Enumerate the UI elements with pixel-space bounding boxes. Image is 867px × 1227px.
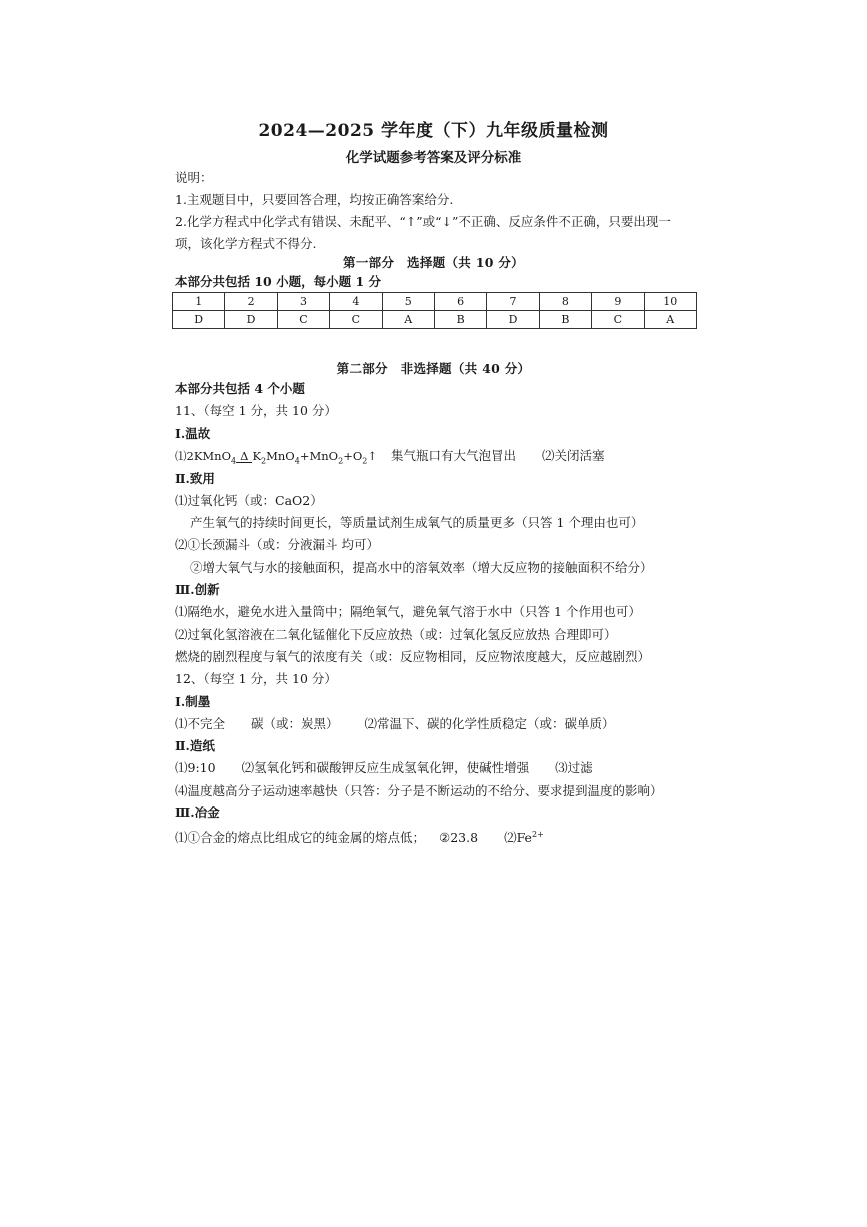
equation-product: +O [343,449,363,463]
notes-label: 说明： [175,170,213,185]
answer-text: ⑵Fe [504,830,532,846]
q11-sec3-line1: ⑴隔绝水，避免水进入量筒中；隔绝氧气，避免氧气溶于水中（只答 1 个作用也可） [175,604,641,619]
part2-intro: 本部分共包括 4 个小题 [175,381,305,396]
q11-sec2-line4: ②增大氧气与水的接触面积，提高水中的溶氧效率（增大反应物的接触面积不给分） [190,560,653,575]
q11-sec3-line2: ⑵过氧化氢溶液在二氧化锰催化下反应放热（或：过氧化氢反应放热 合理即可） [175,627,617,642]
answer-cell: C [592,311,644,329]
page-title: 2024—2025 学年度（下）九年级质量检测 [258,121,609,141]
answer-text: 碳（或：炭黑） [251,716,339,731]
answer-cell: B [539,311,591,329]
q11-sec2-line1: ⑴过氧化钙（或：CaO2） [175,493,323,508]
q11-sec2-line2: 产生氧气的持续时间更长，等质量试剂生成氧气的质量更多（只答 1 个理由也可） [190,515,644,530]
equation-product: +MnO [299,449,339,463]
question-number-cell: 3 [277,293,329,311]
q12-sec2-line2: ⑷温度越高分子运动速率越快（只答：分子是不断运动的不给分、要求提到温度的影响） [175,783,663,798]
question-number-cell: 2 [225,293,277,311]
question-number-cell: 10 [644,293,696,311]
part2-heading: 第二部分 非选择题（共 40 分） [336,361,531,376]
note-1: 1.主观题目中，只要回答合理，均按正确答案给分. [175,192,454,207]
answer-text: ⑴9:10 [175,760,216,775]
question-number-cell: 6 [434,293,486,311]
q11-sec2-line3: ⑵①长颈漏斗（或：分液漏斗 均可） [175,537,379,552]
answer-text: ⑴①合金的熔点比组成它的纯金属的熔点低； [175,830,426,846]
part1-intro: 本部分共包括 10 小题，每小题 1 分 [175,274,382,289]
subscript: 2 [261,456,267,466]
answer-cell: C [277,311,329,329]
question-number-cell: 1 [173,293,225,311]
q11-sec3-line3: 燃烧的剧烈程度与氧气的浓度有关（或：反应物相同，反应物浓度越大，反应越剧烈） [175,649,651,664]
answer-cell: D [173,311,225,329]
answer-row [173,311,697,329]
answer-text: ②23.8 [439,830,479,846]
q12-sec1-title: Ⅰ.制墨 [175,694,211,709]
answer-text: ⑴不完全 [175,716,226,731]
q12-sec1-line1 [175,716,615,732]
q12-sec3-line1 [175,827,544,846]
answer-cell: A [382,311,434,329]
delta-symbol: Δ [240,449,249,463]
superscript: 2+ [531,830,544,839]
q12-sec2-line1 [175,760,593,776]
note-2-line-1: 2.化学方程式中化学式有错误、未配平、“↑”或“↓”不正确、反应条件不正确，只要出现一 [175,214,671,229]
part1-heading: 第一部分 选择题（共 10 分） [343,255,524,270]
equation-product: K [252,449,262,463]
question-number-row [173,293,697,311]
equation-product: MnO [266,449,295,463]
gas-arrow: ↑ [367,449,377,463]
q11-sec1-line1 [175,448,605,469]
q11-header: 11、（每空 1 分，共 10 分） [175,403,337,418]
q11-sec1-title: Ⅰ.温故 [175,426,211,441]
question-number-cell: 7 [487,293,539,311]
q12-sec2-title: Ⅱ.造纸 [175,738,215,753]
answer-cell: D [225,311,277,329]
subscript: 2 [338,456,344,466]
question-number-cell: 4 [330,293,382,311]
page-subtitle: 化学试题参考答案及评分标准 [345,150,522,166]
heating-condition [236,448,252,464]
subscript: 4 [231,456,237,466]
question-number-cell: 8 [539,293,591,311]
answer-text: ⑵常温下、碳的化学性质稳定（或：碳单质） [364,716,615,731]
question-number-cell: 5 [382,293,434,311]
answer-text: 集气瓶口有大气泡冒出 [391,448,517,463]
subscript: 4 [294,456,300,466]
q12-sec3-title: Ⅲ.冶金 [175,805,220,820]
answer-text: ⑵氢氧化钙和碳酸钾反应生成氢氧化钾，使碱性增强 [241,760,530,775]
question-number-cell: 9 [592,293,644,311]
equation [175,449,377,466]
answer-cell: D [487,311,539,329]
answer-cell: C [330,311,382,329]
answer-text: ⑵关闭活塞 [542,448,605,463]
equation-reactant: ⑴2KMnO [175,449,232,463]
q11-sec2-title: Ⅱ.致用 [175,471,215,486]
q12-header: 12、（每空 1 分，共 10 分） [175,671,337,686]
choice-answer-table [172,292,697,329]
q11-sec3-title: Ⅲ.创新 [175,582,220,597]
note-2-line-2: 项，该化学方程式不得分. [175,236,317,251]
answer-text: ⑶过滤 [555,760,593,775]
answer-cell: A [644,311,696,329]
subscript: 2 [362,456,368,466]
answer-cell: B [434,311,486,329]
